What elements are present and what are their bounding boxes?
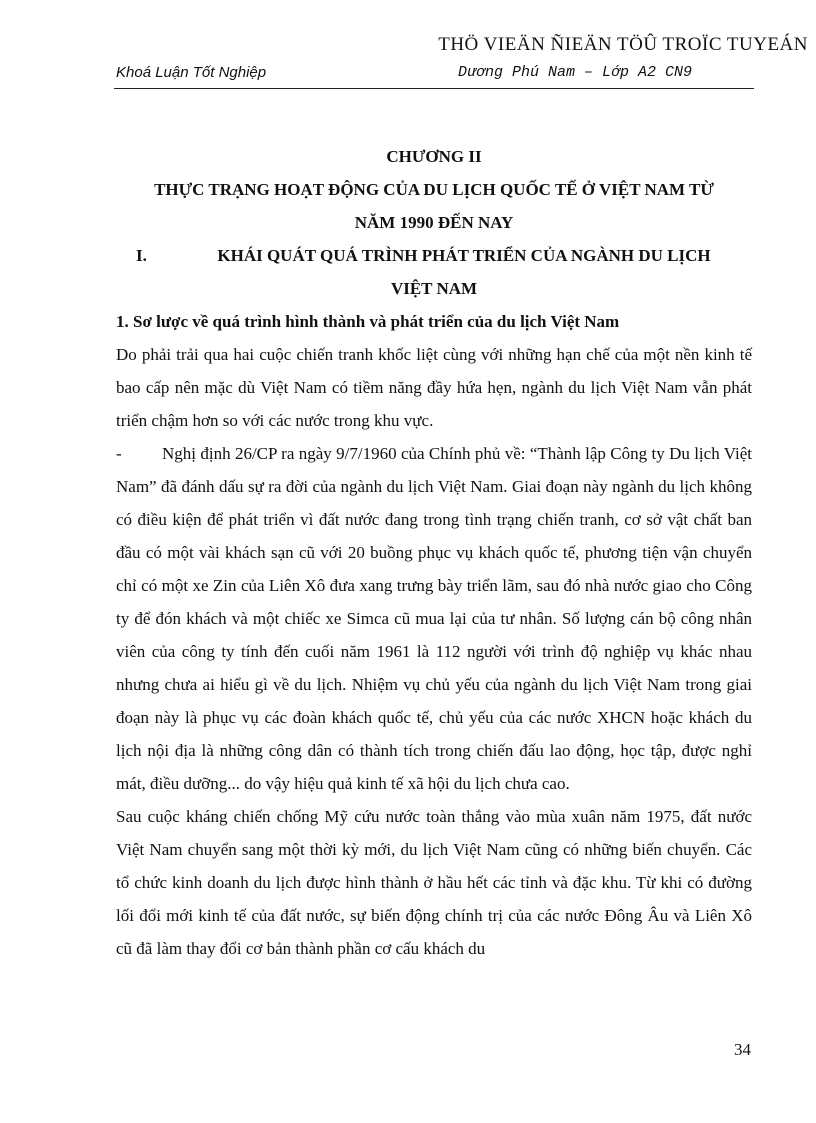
page-body <box>116 140 752 965</box>
header-divider <box>114 88 754 89</box>
paragraph-bullet <box>116 437 752 800</box>
section-title-line2: VIỆT NAM <box>390 279 478 298</box>
page-number: 34 <box>734 1040 751 1059</box>
section-number: I. <box>136 246 147 265</box>
header-right-author: Dương Phú Nam – Lớp A2 CN9 <box>458 64 693 81</box>
section-heading <box>116 239 752 272</box>
paragraph-after-1975: Sau cuộc kháng chiến chống Mỹ cứu nước toàn thắng vào mùa xuân năm 1975, đất nước Việt Nam chuyển sang một thời kỳ mới, du lịch Việt Nam cũng có những biến chuyển. Các tổ chức kinh doanh du lịch được hình thành ở hầu hết các tỉnh và đặc khu. Từ khi có đường lối đổi mới kinh tế của đất nước, sự biến động chính trị của các nước Đông Âu và Liên Xô cũ đã làm thay đổi cơ bản thành phần cơ cấu khách du <box>116 807 752 958</box>
paragraph-bullet-text: Nghị định 26/CP ra ngày 9/7/1960 của Chính phủ về: “Thành lập Công ty Du lịch Việt Nam” đã đánh dấu sự ra đời của ngành du lịch Việt Nam. Giai đoạn này ngành du lịch không có điều kiện để phát triển vì đất nước đang trong tình trạng chiến tranh, cơ sở vật chất ban đầu có một vài khách sạn cũ với 20 buồng phục vụ khách quốc tế, phương tiện vận chuyển chỉ có một xe Zin của Liên Xô đưa xang trưng bày triển lãm, sau đó nhà nước giao cho Công ty để đón khách và một chiếc xe Simca cũ mua lại của tư nhân. Số lượng cán bộ công nhân viên của công ty tính đến cuối năm 1961 là 112 người với trình độ nghiệp vụ khác nhau nhưng chưa ai hiểu gì về du lịch. Nhiệm vụ chủ yếu của ngành du lịch Việt Nam trong giai đoạn này là phục vụ các đoàn khách quốc tế, chủ yếu của các nước XHCN hoặc khách du lịch nội địa là những công dân có thành tích trong chiến đấu lao động, học tập, được nghỉ mát, điều dưỡng... do vậy hiệu quả kinh tế xã hội du lịch chưa cao. <box>116 444 752 793</box>
chapter-title-line1: THỰC TRẠNG HOẠT ĐỘNG CỦA DU LỊCH QUỐC TẾ Ở VIỆT NAM TỪ <box>154 180 714 199</box>
paragraph-intro: Do phải trải qua hai cuộc chiến tranh khốc liệt cùng với những hạn chế của một nền kinh tế bao cấp nên mặc dù Việt Nam có tiềm năng đầy hứa hẹn, ngành du lịch Việt Nam vẫn phát triển chậm hơn so với các nước trong khu vực. <box>116 345 752 430</box>
header-left-title: Khoá Luận Tốt Nghiệp <box>116 64 267 81</box>
section-title-line1: KHÁI QUÁT QUÁ TRÌNH PHÁT TRIỂN CỦA NGÀNH DU LỊCH <box>217 246 711 265</box>
chapter-title-line2: NĂM 1990 ĐẾN NAY <box>354 213 514 232</box>
subsection-title: 1. Sơ lược về quá trình hình thành và phát triển của du lịch Việt Nam <box>116 312 620 331</box>
bullet-dash: - <box>116 444 122 463</box>
chapter-label: CHƯƠNG II <box>386 147 482 166</box>
watermark-text: THÖ VIEÄN ÑIEÄN TÖÛ TROÏC TUYEÁN <box>438 34 808 55</box>
